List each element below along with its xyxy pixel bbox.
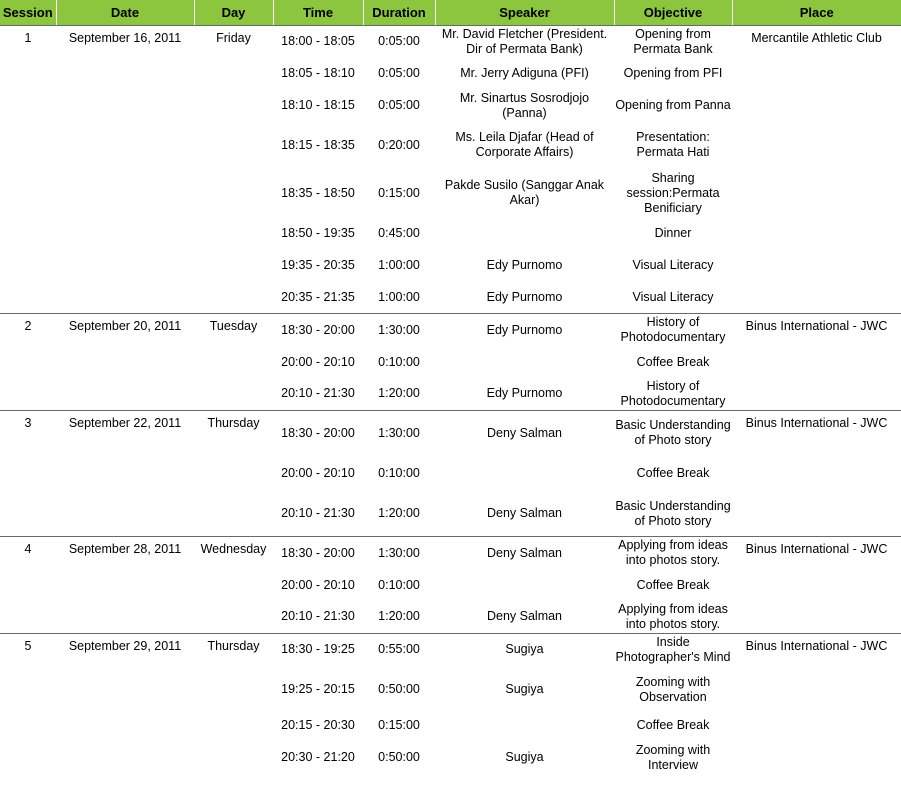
speaker-cell: Mr. Sinartus Sosrodjojo (Panna) (459, 90, 590, 120)
day-cell (194, 738, 273, 778)
table-header (0, 0, 901, 26)
place-cell (732, 250, 901, 282)
time-cell: 19:25 - 20:15 (281, 682, 355, 696)
session-cell (0, 58, 56, 90)
objective-cell: Coffee Break (636, 577, 710, 592)
date-cell (56, 347, 194, 378)
time-cell: 20:10 - 21:30 (281, 609, 355, 624)
objective-cell: Visual Literacy (632, 289, 714, 304)
date-cell (56, 250, 194, 282)
objective-cell: Applying from ideas into photos story. (618, 601, 728, 631)
time-cell: 18:30 - 20:00 (273, 411, 363, 456)
place-cell (732, 347, 901, 378)
objective-cell: Visual Literacy (632, 258, 714, 272)
day-cell (194, 122, 273, 169)
time-cell: 20:15 - 20:30 (281, 718, 355, 732)
table-row (0, 218, 901, 250)
header-row (0, 0, 901, 26)
day-cell (194, 282, 273, 314)
place-cell (732, 90, 901, 122)
place-cell: Binus International - JWC (732, 634, 901, 666)
place-cell (732, 492, 901, 537)
objective-cell: Sharing session:Permata Benificiary (626, 170, 720, 215)
date-cell (56, 666, 194, 714)
duration-cell: 0:05:00 (363, 26, 435, 58)
session-cell: 2 (0, 314, 56, 347)
day-cell (194, 250, 273, 282)
duration-cell: 1:20:00 (378, 506, 420, 521)
place-cell: Binus International - JWC (732, 537, 901, 570)
session-cell (0, 456, 56, 492)
place-cell: Binus International - JWC (732, 411, 901, 456)
time-cell: 20:35 - 21:35 (281, 289, 355, 304)
day-cell: Thursday (194, 634, 273, 666)
speaker-cell: Ms. Leila Djafar (Head of Corporate Affairs) (455, 130, 594, 159)
speaker-cell (435, 456, 614, 492)
date-cell: September 28, 2011 (56, 537, 194, 570)
date-cell (56, 456, 194, 492)
table-row (0, 738, 901, 778)
time-cell: 20:00 - 20:10 (281, 354, 355, 369)
time-cell: 18:30 - 20:00 (273, 314, 363, 347)
session-cell: 3 (0, 411, 56, 456)
time-cell: 20:10 - 21:30 (281, 386, 355, 401)
time-cell: 19:35 - 20:35 (281, 258, 355, 272)
place-cell (732, 456, 901, 492)
place-cell (732, 378, 901, 411)
time-cell: 18:50 - 19:35 (281, 226, 355, 240)
date-cell (56, 282, 194, 314)
duration-cell: 1:30:00 (363, 314, 435, 347)
speaker-cell (435, 714, 614, 738)
table-row (0, 347, 901, 378)
session-cell (0, 601, 56, 634)
objective-cell: Coffee Break (636, 718, 710, 732)
time-cell: 18:05 - 18:10 (281, 66, 355, 80)
table-row (0, 90, 901, 122)
session-cell (0, 90, 56, 122)
time-cell: 18:35 - 18:50 (281, 185, 355, 200)
table-row (0, 169, 901, 218)
date-cell (56, 601, 194, 634)
speaker-cell: Mr. Jerry Adiguna (PFI) (460, 66, 589, 80)
day-cell (194, 666, 273, 714)
day-cell (194, 714, 273, 738)
date-cell (56, 714, 194, 738)
duration-cell: 0:10:00 (378, 466, 420, 480)
day-cell (194, 456, 273, 492)
objective-cell: History of Photodocumentary (620, 378, 726, 408)
table-row (0, 492, 901, 537)
speaker-cell: Edy Purnomo (486, 258, 563, 272)
speaker-cell: Sugiya (435, 634, 614, 666)
speaker-cell: Sugiya (505, 750, 544, 764)
date-cell: September 16, 2011 (56, 26, 194, 58)
objective-cell: Coffee Break (636, 354, 710, 369)
session-cell (0, 122, 56, 169)
date-cell (56, 58, 194, 90)
header-time: Time (273, 0, 363, 26)
duration-cell: 0:55:00 (363, 634, 435, 666)
session-cell (0, 570, 56, 601)
place-cell (732, 122, 901, 169)
day-cell (194, 347, 273, 378)
objective-cell: Presentation: Permata Hati (636, 130, 710, 159)
session-cell (0, 378, 56, 411)
table-row (0, 411, 901, 456)
duration-cell: 1:30:00 (363, 411, 435, 456)
objective-cell: Applying from ideas into photos story. (614, 537, 732, 570)
objective-cell: History of Photodocumentary (614, 314, 732, 347)
time-cell: 20:00 - 20:10 (281, 466, 355, 480)
speaker-cell (435, 347, 614, 378)
objective-cell: Inside Photographer's Mind (615, 634, 731, 664)
date-cell (56, 378, 194, 411)
speaker-cell: Pakde Susilo (Sanggar Anak Akar) (444, 178, 605, 207)
duration-cell: 1:30:00 (363, 537, 435, 570)
date-cell (56, 738, 194, 778)
duration-cell: 0:10:00 (378, 577, 420, 592)
session-cell (0, 169, 56, 218)
objective-cell: Opening from PFI (623, 66, 723, 80)
speaker-cell (435, 570, 614, 601)
place-cell (732, 601, 901, 634)
duration-cell: 0:50:00 (378, 682, 420, 696)
objective-cell: Basic Understanding of Photo story (615, 498, 731, 528)
session-cell (0, 738, 56, 778)
duration-cell: 0:05:00 (378, 66, 420, 80)
day-cell (194, 378, 273, 411)
objective-cell: Basic Understanding of Photo story (614, 411, 732, 456)
place-cell (732, 714, 901, 738)
place-cell: Mercantile Athletic Club (732, 26, 901, 58)
place-cell (732, 58, 901, 90)
objective-cell: Zooming with Observation (635, 674, 711, 704)
day-cell (194, 570, 273, 601)
table-row (0, 456, 901, 492)
place-cell (732, 666, 901, 714)
time-cell: 18:10 - 18:15 (281, 98, 355, 112)
day-cell (194, 218, 273, 250)
duration-cell: 0:15:00 (378, 718, 420, 732)
time-cell: 20:30 - 21:20 (281, 750, 355, 764)
table-row (0, 250, 901, 282)
day-cell (194, 58, 273, 90)
date-cell: September 22, 2011 (56, 411, 194, 456)
duration-cell: 1:20:00 (378, 386, 420, 401)
day-cell: Tuesday (194, 314, 273, 347)
table-row (0, 58, 901, 90)
header-session: Session (0, 0, 56, 26)
table-row (0, 666, 901, 714)
day-cell: Wednesday (194, 537, 273, 570)
table-row (0, 26, 901, 58)
duration-cell: 0:50:00 (378, 750, 420, 764)
header-objective: Objective (614, 0, 732, 26)
date-cell (56, 90, 194, 122)
date-cell (56, 218, 194, 250)
table-row (0, 537, 901, 570)
day-cell (194, 601, 273, 634)
place-cell (732, 570, 901, 601)
speaker-cell: Deny Salman (486, 506, 563, 521)
day-cell: Thursday (194, 411, 273, 456)
table-row (0, 122, 901, 169)
place-cell (732, 738, 901, 778)
date-cell (56, 122, 194, 169)
table-row (0, 714, 901, 738)
duration-cell: 0:45:00 (378, 226, 420, 240)
place-cell: Binus International - JWC (732, 314, 901, 347)
objective-cell: Coffee Break (636, 466, 710, 480)
duration-cell: 1:00:00 (378, 289, 420, 304)
place-cell (732, 282, 901, 314)
session-cell (0, 666, 56, 714)
session-cell: 1 (0, 26, 56, 58)
time-cell: 20:00 - 20:10 (281, 577, 355, 592)
time-cell: 18:30 - 19:25 (273, 634, 363, 666)
objective-cell: Opening from Panna (615, 98, 731, 112)
objective-cell: Dinner (654, 226, 692, 240)
time-cell: 20:10 - 21:30 (281, 506, 355, 521)
objective-cell: Opening from Permata Bank (614, 26, 732, 58)
speaker-cell: Deny Salman (435, 411, 614, 456)
session-cell: 4 (0, 537, 56, 570)
duration-cell: 0:20:00 (378, 137, 420, 152)
table-row (0, 601, 901, 634)
objective-cell: Zooming with Interview (635, 742, 711, 772)
duration-cell: 0:05:00 (378, 98, 420, 112)
place-cell (732, 218, 901, 250)
session-cell (0, 250, 56, 282)
session-cell (0, 218, 56, 250)
day-cell (194, 492, 273, 537)
header-day: Day (194, 0, 273, 26)
table-body (0, 26, 901, 778)
date-cell (56, 570, 194, 601)
table-row (0, 570, 901, 601)
speaker-cell (435, 218, 614, 250)
duration-cell: 1:00:00 (378, 258, 420, 272)
table-row (0, 282, 901, 314)
date-cell (56, 492, 194, 537)
date-cell (56, 169, 194, 218)
time-cell: 18:15 - 18:35 (281, 137, 355, 152)
speaker-cell: Edy Purnomo (486, 386, 563, 401)
header-speaker: Speaker (435, 0, 614, 26)
speaker-cell: Edy Purnomo (486, 289, 563, 304)
speaker-cell: Mr. David Fletcher (President. Dir of Permata Bank) (435, 26, 614, 58)
date-cell: September 20, 2011 (56, 314, 194, 347)
duration-cell: 0:10:00 (378, 354, 420, 369)
header-date: Date (56, 0, 194, 26)
speaker-cell: Deny Salman (486, 609, 563, 624)
time-cell: 18:30 - 20:00 (273, 537, 363, 570)
day-cell (194, 90, 273, 122)
time-cell: 18:00 - 18:05 (273, 26, 363, 58)
table-row (0, 634, 901, 666)
speaker-cell: Edy Purnomo (435, 314, 614, 347)
session-cell (0, 282, 56, 314)
duration-cell: 0:15:00 (378, 185, 420, 200)
session-cell (0, 714, 56, 738)
day-cell (194, 169, 273, 218)
speaker-cell: Deny Salman (435, 537, 614, 570)
day-cell: Friday (194, 26, 273, 58)
date-cell: September 29, 2011 (56, 634, 194, 666)
header-place: Place (732, 0, 901, 26)
session-cell: 5 (0, 634, 56, 666)
session-cell (0, 347, 56, 378)
speaker-cell: Sugiya (505, 682, 544, 696)
table-row (0, 314, 901, 347)
table-row (0, 378, 901, 411)
duration-cell: 1:20:00 (378, 609, 420, 624)
place-cell (732, 169, 901, 218)
header-duration: Duration (363, 0, 435, 26)
session-cell (0, 492, 56, 537)
